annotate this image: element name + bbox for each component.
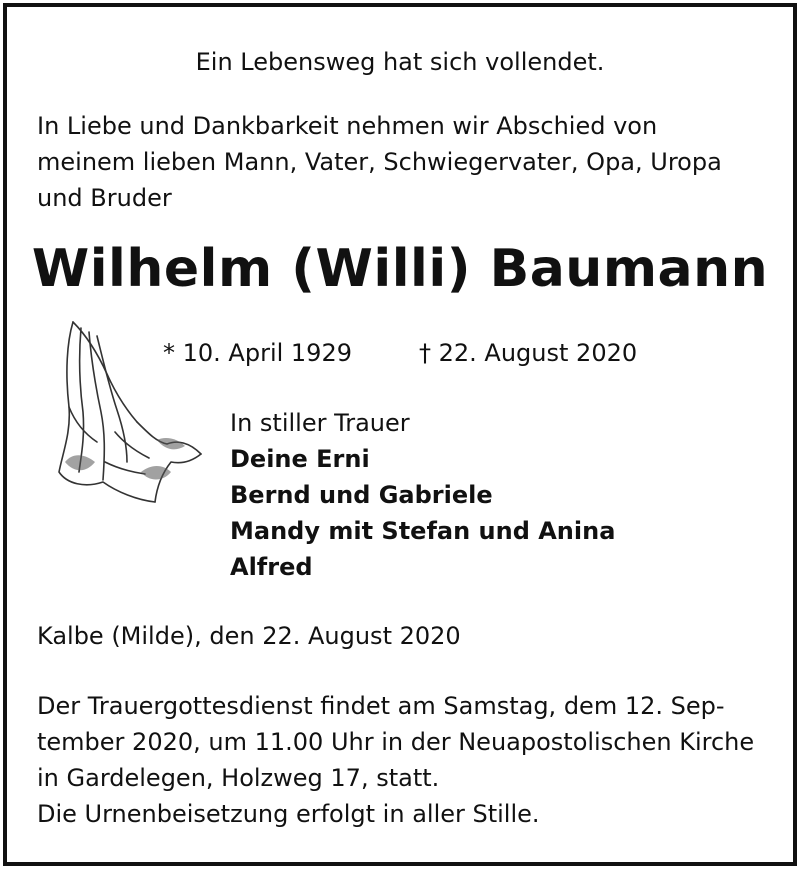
service-line-4: Die Urnenbeisetzung erfolgt in aller Stille. [37, 800, 540, 828]
intro-line-3: und Bruder [37, 184, 172, 212]
service-line-1: Der Trauergottesdienst findet am Samstag, dem 12. Sep- [37, 692, 725, 720]
mourning-label: In stiller Trauer [230, 409, 410, 437]
place-date: Kalbe (Milde), den 22. August 2020 [37, 622, 461, 650]
service-line-3: in Gardelegen, Holzweg 17, statt. [37, 764, 440, 792]
intro-line-2: meinem lieben Mann, Vater, Schwiegervater, Opa, Uropa [37, 148, 722, 176]
mourner-1: Deine Erni [230, 445, 370, 473]
service-line-2: tember 2020, um 11.00 Uhr in der Neuapostolischen Kirche [37, 728, 755, 756]
mourner-4: Alfred [230, 553, 313, 581]
birth-date: * 10. April 1929 [163, 339, 352, 367]
notice-frame [3, 3, 797, 866]
intro-line-1: In Liebe und Dankbarkeit nehmen wir Abschied von [37, 112, 658, 140]
deceased-name: Wilhelm (Willi) Baumann [31, 239, 769, 299]
mourner-3: Mandy mit Stefan und Anina [230, 517, 616, 545]
death-date: † 22. August 2020 [419, 339, 638, 367]
headline: Ein Lebensweg hat sich vollendet. [195, 48, 605, 76]
mourner-2: Bernd und Gabriele [230, 481, 493, 509]
